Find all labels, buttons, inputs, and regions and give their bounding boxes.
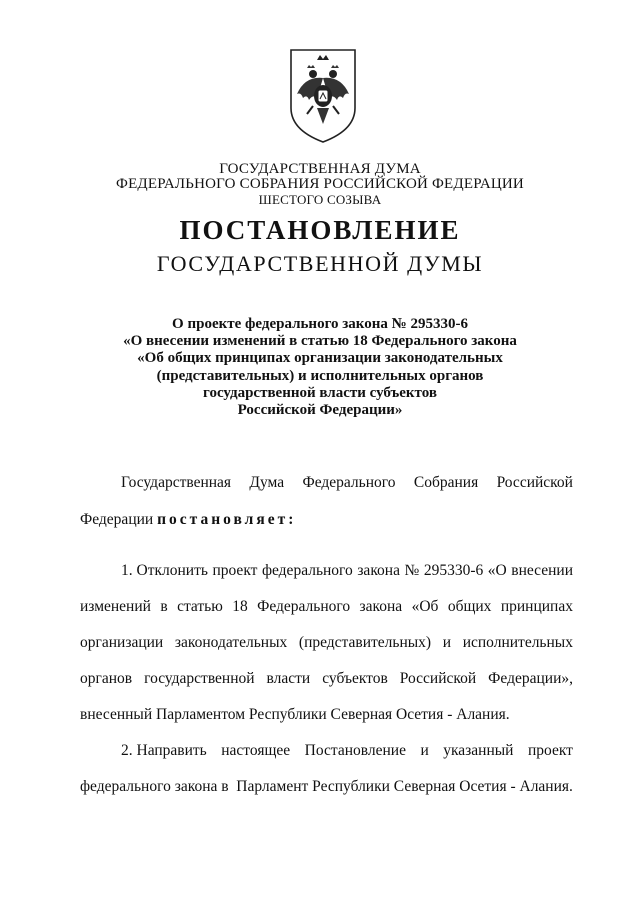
subject-line-3: «Об общих принципах организации законодательных <box>137 350 503 366</box>
word: настоящее <box>221 742 291 759</box>
document-title: ПОСТАНОВЛЕНИЕ <box>179 215 461 245</box>
word: указанный <box>443 742 514 759</box>
word: 2. Направить <box>121 742 207 759</box>
word: 295330-6 <box>423 562 484 579</box>
item1-line-5: внесенный Парламентом Республики Северная Осетия - Алания. <box>80 706 510 723</box>
word: статью <box>177 598 223 615</box>
word: проект <box>527 742 573 759</box>
word: федерального <box>261 562 353 579</box>
coat-of-arms-icon <box>283 46 363 146</box>
word: организации <box>80 634 164 651</box>
word: 18 <box>232 598 248 615</box>
word: № <box>404 562 420 579</box>
word: изменений <box>80 598 151 615</box>
item2-line-2: федерального закона в Парламент Республики Северная Осетия - Алания. <box>80 778 573 795</box>
word: «Об <box>411 598 439 615</box>
word: и <box>442 634 452 651</box>
preamble-line-2 <box>80 511 296 529</box>
word: государственной <box>144 670 255 687</box>
word: исполнительных <box>462 634 573 651</box>
word: (представительных) <box>298 634 432 651</box>
subject-line-2: «О внесении изменений в статью 18 Федерального закона <box>123 333 517 349</box>
item1-line-4 <box>80 670 573 688</box>
word: в <box>160 598 168 615</box>
subject-line-6: Российской Федерации» <box>237 402 403 418</box>
word: и <box>420 742 429 759</box>
header-line-3: ШЕСТОГО СОЗЫВА <box>258 192 382 207</box>
word: Государственная <box>121 474 232 491</box>
word: общих <box>447 598 492 615</box>
preamble-verb: постановляет: <box>157 511 297 528</box>
item1-line-1 <box>121 562 573 580</box>
preamble-line-1 <box>121 474 573 492</box>
preamble-text: Федерации <box>80 511 154 528</box>
subject-line-4: (представительных) и исполнительных органов <box>156 368 484 384</box>
word: Дума <box>249 474 285 491</box>
word: внесении <box>511 562 573 579</box>
subject-line-5: государственной власти субъектов <box>203 385 437 401</box>
item2-line-1 <box>121 742 573 760</box>
word: субъектов <box>322 670 388 687</box>
word: Федерального <box>302 474 396 491</box>
word: проект <box>212 562 258 579</box>
word: Федерального <box>257 598 351 615</box>
header-line-1: ГОСУДАРСТВЕННАЯ ДУМА <box>219 161 421 177</box>
document-subtitle: ГОСУДАРСТВЕННОЙ ДУМЫ <box>156 251 484 276</box>
item1-line-3 <box>80 634 573 652</box>
word: Российской <box>399 670 477 687</box>
word: закона <box>359 598 403 615</box>
word: законодательных <box>174 634 288 651</box>
subject-line-1: О проекте федерального закона № 295330-6 <box>172 316 468 332</box>
item1-line-2 <box>80 598 573 616</box>
word: Постановление <box>304 742 406 759</box>
word: 1. Отклонить <box>121 562 208 579</box>
word: органов <box>80 670 133 687</box>
word: закона <box>357 562 400 579</box>
header-line-2: ФЕДЕРАЛЬНОГО СОБРАНИЯ РОССИЙСКОЙ ФЕДЕРАЦИИ <box>116 176 524 192</box>
word: Собрания <box>413 474 479 491</box>
word: Федерации», <box>488 670 573 687</box>
word: власти <box>266 670 311 687</box>
word: Российской <box>496 474 573 491</box>
word: «О <box>487 562 507 579</box>
word: принципах <box>500 598 573 615</box>
